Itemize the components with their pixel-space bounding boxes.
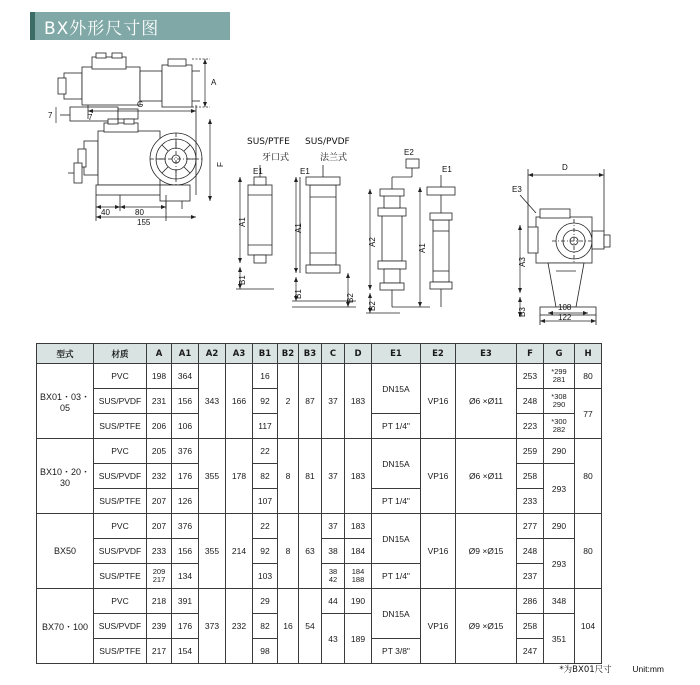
label-7-left: 7 <box>48 111 53 120</box>
cell-g-line2: 290 <box>552 400 566 409</box>
cell-a1: 376 <box>172 514 199 539</box>
cell-material: SUS/PVDF <box>94 614 147 639</box>
cell-c: 44 <box>322 589 345 614</box>
cell-a: 218 <box>147 589 172 614</box>
header-a: A <box>147 344 172 364</box>
cell-d-line1: 184 <box>351 567 365 577</box>
cell-h: 80 <box>575 439 602 514</box>
cell-d: 183 <box>345 514 372 539</box>
header-model: 型式 <box>37 344 94 364</box>
cell-d: 183 <box>345 439 372 514</box>
cell-b2: 8 <box>278 514 299 589</box>
cell-a: 217 <box>147 639 172 664</box>
cell-f: 248 <box>517 389 544 414</box>
header-g: G <box>544 344 575 364</box>
label-e1-a: E1 <box>253 167 263 176</box>
label-e1-b: E1 <box>300 167 310 176</box>
cell-e1: DN15A <box>372 364 421 414</box>
label-40: 40 <box>101 208 110 217</box>
cell-e1: PT 1/4" <box>372 489 421 514</box>
cell-a-line1: 209 <box>152 567 166 577</box>
cell-model: BX50 <box>37 514 94 589</box>
cell-c-line1: 38 <box>328 567 338 577</box>
cell-d <box>345 564 372 589</box>
label-b2-b: B2 <box>368 301 377 311</box>
cell-g-line1: *299 <box>551 367 567 377</box>
cell-g <box>544 414 575 439</box>
cell-c: 37 <box>322 514 345 539</box>
cell-a1: 154 <box>172 639 199 664</box>
cell-a <box>147 564 172 589</box>
label-f: F <box>216 162 225 167</box>
label-a-top: A <box>211 78 217 87</box>
header-d: D <box>345 344 372 364</box>
cell-a1: 134 <box>172 564 199 589</box>
cell-model: BX10・20・30 <box>37 439 94 514</box>
cell-b1: 16 <box>253 364 278 389</box>
drawing-svg <box>0 45 700 335</box>
cell-g-line1: *308 <box>551 392 567 402</box>
cell-f: 237 <box>517 564 544 589</box>
cell-a2: 373 <box>199 589 226 664</box>
cell-a2: 355 <box>199 439 226 514</box>
cell-b2: 8 <box>278 439 299 514</box>
label-e1-c: E1 <box>442 165 452 174</box>
page-title: BX外形尺寸图 <box>44 18 160 39</box>
label-a1-a: A1 <box>238 217 247 227</box>
cell-e3: Ø9 ×Ø15 <box>456 589 517 664</box>
cell-b1: 82 <box>253 614 278 639</box>
cell-g: 293 <box>544 464 575 514</box>
dimension-drawing <box>0 45 700 335</box>
cell-c: 37 <box>322 364 345 439</box>
cell-f: 258 <box>517 464 544 489</box>
cell-g: 290 <box>544 514 575 539</box>
cell-f: 277 <box>517 514 544 539</box>
cell-material: SUS/PTFE <box>94 489 147 514</box>
cell-g <box>544 364 575 389</box>
label-b2-a: B2 <box>346 293 355 303</box>
cell-d-line2: 188 <box>351 575 365 584</box>
cell-a2: 343 <box>199 364 226 439</box>
cell-f: 248 <box>517 539 544 564</box>
header-h: H <box>575 344 602 364</box>
cell-a: 206 <box>147 414 172 439</box>
label-sus-ptfe: SUS/PTFE <box>247 137 290 147</box>
cell-material: SUS/PVDF <box>94 539 147 564</box>
cell-f: 258 <box>517 614 544 639</box>
label-b1-a: B1 <box>238 275 247 285</box>
cell-b1: 103 <box>253 564 278 589</box>
label-sus-pvdf-type: 法兰式 <box>320 153 348 163</box>
cell-b1: 92 <box>253 389 278 414</box>
cell-b3: 81 <box>299 439 322 514</box>
label-7-mid: 7 <box>88 113 93 122</box>
header-b1: B1 <box>253 344 278 364</box>
cell-b1: 98 <box>253 639 278 664</box>
label-a2: A2 <box>368 237 377 247</box>
cell-a3: 166 <box>226 364 253 439</box>
cell-f: 286 <box>517 589 544 614</box>
cell-a1: 106 <box>172 414 199 439</box>
label-sus-pvdf: SUS/PVDF <box>305 137 350 147</box>
unit-text: Unit:mm <box>632 664 664 674</box>
cell-b1: 92 <box>253 539 278 564</box>
header-a1: A1 <box>172 344 199 364</box>
cell-b1: 82 <box>253 464 278 489</box>
cell-a1: 376 <box>172 439 199 464</box>
label-122: 122 <box>558 313 572 322</box>
cell-e3: Ø9 ×Ø15 <box>456 514 517 589</box>
table-row <box>37 589 602 614</box>
cell-material: SUS/PTFE <box>94 639 147 664</box>
cell-a: 233 <box>147 539 172 564</box>
label-b3: B3 <box>518 307 527 317</box>
cell-e1: PT 1/4" <box>372 414 421 439</box>
cell-f: 247 <box>517 639 544 664</box>
cell-g: 293 <box>544 539 575 589</box>
header-f: F <box>517 344 544 364</box>
table-header <box>37 344 602 364</box>
header-a3: A3 <box>226 344 253 364</box>
cell-material: PVC <box>94 589 147 614</box>
cell-e1: DN15A <box>372 589 421 639</box>
cell-a-line2: 217 <box>152 575 166 584</box>
label-e3: E3 <box>512 185 522 194</box>
cell-e1: PT 3/8" <box>372 639 421 664</box>
cell-g-line1: *300 <box>551 417 567 427</box>
header-b3: B3 <box>299 344 322 364</box>
label-155: 155 <box>137 218 151 227</box>
cell-a3: 232 <box>226 589 253 664</box>
cell-a1: 156 <box>172 389 199 414</box>
cell-f: 259 <box>517 439 544 464</box>
cell-b1: 29 <box>253 589 278 614</box>
label-108: 108 <box>558 303 572 312</box>
cell-c <box>322 564 345 589</box>
cell-g: 290 <box>544 439 575 464</box>
table-row <box>37 514 602 539</box>
cell-a: 232 <box>147 464 172 489</box>
table-row <box>37 364 602 389</box>
cell-b3: 63 <box>299 514 322 589</box>
cell-model: BX01・03・05 <box>37 364 94 439</box>
table-body <box>37 364 602 664</box>
cell-h: 80 <box>575 364 602 389</box>
cell-e2: VP16 <box>421 364 456 439</box>
label-a3-a: A3 <box>518 257 527 267</box>
cell-b1: 22 <box>253 439 278 464</box>
header-a2: A2 <box>199 344 226 364</box>
cell-a1: 176 <box>172 614 199 639</box>
cell-d: 190 <box>345 589 372 614</box>
table-header-row <box>37 344 602 364</box>
cell-material: SUS/PTFE <box>94 414 147 439</box>
specifications-table <box>36 343 602 664</box>
header-material: 材质 <box>94 344 147 364</box>
cell-h: 77 <box>575 389 602 439</box>
cell-c: 43 <box>322 614 345 664</box>
cell-d: 184 <box>345 539 372 564</box>
cell-g-line2: 281 <box>552 375 566 384</box>
cell-model: BX70・100 <box>37 589 94 664</box>
cell-b2: 2 <box>278 364 299 439</box>
cell-material: PVC <box>94 439 147 464</box>
cell-g: 348 <box>544 589 575 614</box>
cell-material: SUS/PTFE <box>94 564 147 589</box>
cell-h: 104 <box>575 589 602 664</box>
header-e1: E1 <box>372 344 421 364</box>
label-e2: E2 <box>404 148 414 157</box>
cell-material: PVC <box>94 514 147 539</box>
cell-a1: 156 <box>172 539 199 564</box>
header-c: C <box>322 344 345 364</box>
cell-a1: 126 <box>172 489 199 514</box>
page-title-bar <box>30 12 230 40</box>
cell-b3: 87 <box>299 364 322 439</box>
cell-h: 80 <box>575 514 602 589</box>
cell-a3: 214 <box>226 514 253 589</box>
cell-e2: VP16 <box>421 514 456 589</box>
footer-note <box>559 663 664 675</box>
cell-a: 205 <box>147 439 172 464</box>
cell-c: 37 <box>322 439 345 514</box>
cell-material: PVC <box>94 364 147 389</box>
label-b1-b: B1 <box>294 289 303 299</box>
label-a1-c: A1 <box>418 243 427 253</box>
cell-a1: 176 <box>172 464 199 489</box>
cell-e3: Ø6 ×Ø11 <box>456 439 517 514</box>
cell-a3: 178 <box>226 439 253 514</box>
cell-a1: 391 <box>172 589 199 614</box>
header-b2: B2 <box>278 344 299 364</box>
cell-a1: 364 <box>172 364 199 389</box>
cell-f: 223 <box>517 414 544 439</box>
cell-e1: DN15A <box>372 514 421 564</box>
footnote-text: *为BX01尺寸 <box>559 665 612 675</box>
cell-d: 189 <box>345 614 372 664</box>
cell-b2: 16 <box>278 589 299 664</box>
cell-a: 207 <box>147 514 172 539</box>
header-e2: E2 <box>421 344 456 364</box>
cell-e1: PT 1/4" <box>372 564 421 589</box>
cell-f: 253 <box>517 364 544 389</box>
cell-a2: 355 <box>199 514 226 589</box>
cell-g-line2: 282 <box>552 425 566 434</box>
label-d: D <box>562 163 568 172</box>
cell-e2: VP16 <box>421 439 456 514</box>
header-e3: E3 <box>456 344 517 364</box>
cell-e3: Ø6 ×Ø11 <box>456 364 517 439</box>
cell-a: 239 <box>147 614 172 639</box>
cell-d: 183 <box>345 364 372 439</box>
cell-g <box>544 389 575 414</box>
cell-a: 198 <box>147 364 172 389</box>
label-80: 80 <box>135 208 144 217</box>
cell-b3: 54 <box>299 589 322 664</box>
label-sus-ptfe-type: 牙口式 <box>262 153 290 163</box>
cell-f: 233 <box>517 489 544 514</box>
cell-c-line2: 42 <box>328 575 338 584</box>
cell-a: 231 <box>147 389 172 414</box>
cell-e1: DN15A <box>372 439 421 489</box>
cell-b1: 117 <box>253 414 278 439</box>
cell-g: 351 <box>544 614 575 664</box>
cell-e2: VP16 <box>421 589 456 664</box>
table-row <box>37 439 602 464</box>
cell-material: SUS/PVDF <box>94 464 147 489</box>
cell-b1: 107 <box>253 489 278 514</box>
cell-a: 207 <box>147 489 172 514</box>
cell-c: 38 <box>322 539 345 564</box>
cell-b1: 22 <box>253 514 278 539</box>
cell-material: SUS/PVDF <box>94 389 147 414</box>
label-a1-b: A1 <box>294 223 303 233</box>
label-g: G <box>137 100 144 109</box>
